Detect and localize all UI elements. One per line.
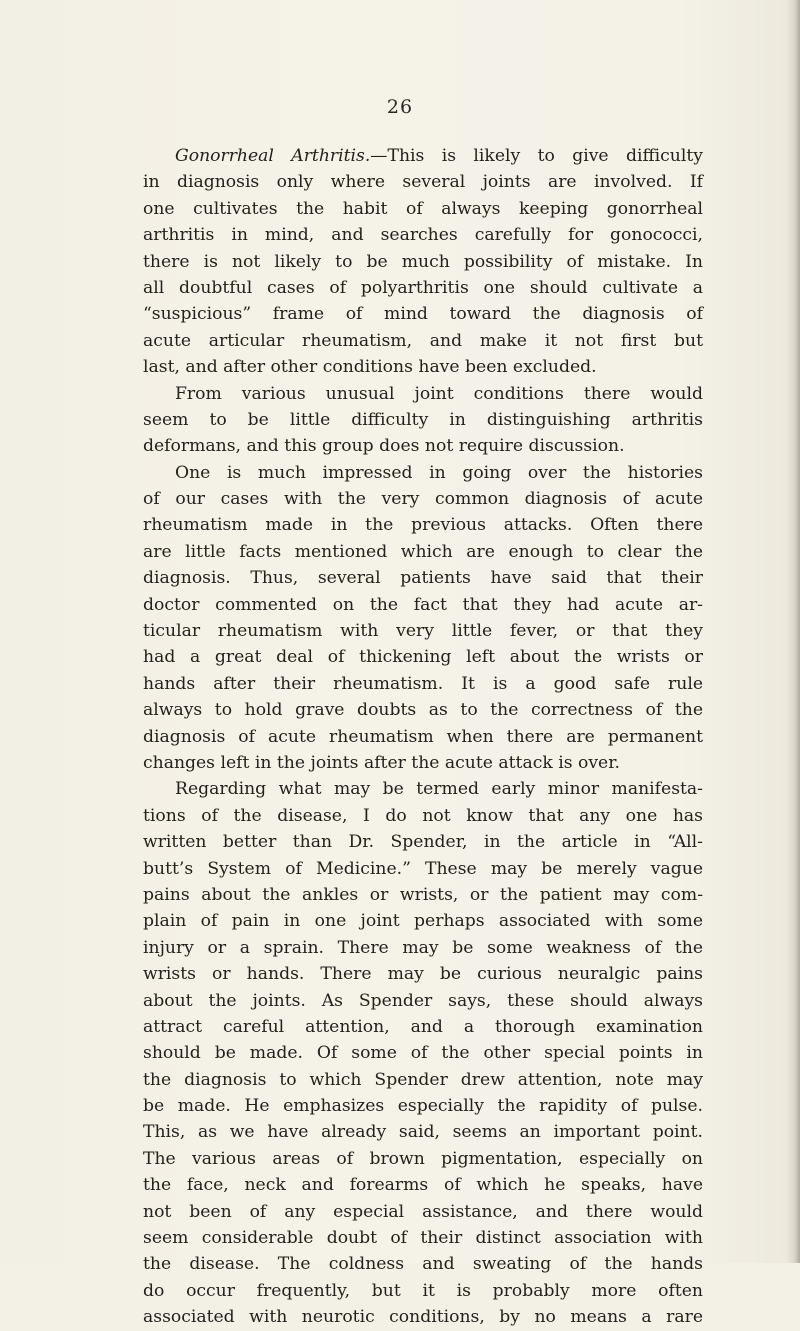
text-line: last, and after other conditions have been excluded. (143, 357, 597, 378)
text-line: seem considerable doubt of their distinct association with (143, 1228, 703, 1249)
text-line: the diagnosis to which Spender drew attention, note may (143, 1069, 703, 1090)
page-number: 26 (386, 96, 414, 118)
text-line: arthritis in mind, and searches carefully for gonococci, (143, 225, 703, 246)
section-heading: Gonorrheal Arthritis. (175, 146, 371, 166)
body-text (143, 143, 703, 1331)
text-line: had a great deal of thickening left about the wrists or (143, 647, 703, 668)
text-line: deformans, and this group does not require discussion. (143, 436, 625, 457)
text-line: Regarding what may be termed early minor manifesta- (175, 779, 703, 800)
text-line: in diagnosis only where several joints are involved. If (143, 172, 703, 193)
text-line: one cultivates the habit of always keeping gonorrheal (143, 198, 703, 219)
text-line: Gonorrheal Arthritis.—This is likely to give difficulty (175, 146, 703, 166)
text-line: hands after their rheumatism. It is a good safe rule (143, 673, 703, 694)
text-line: about the joints. As Spender says, these should always (143, 990, 703, 1011)
text-line: the face, neck and forearms of which he speaks, have (143, 1175, 703, 1196)
text-line: written better than Dr. Spender, in the article in “All- (143, 832, 703, 853)
text-line: seem to be little difficulty in distinguishing arthritis (143, 409, 703, 430)
text-line: One is much impressed in going over the histories (175, 462, 703, 483)
text-line: diagnosis. Thus, several patients have said that their (143, 568, 703, 589)
text-line: be made. He emphasizes especially the rapidity of pulse. (143, 1096, 703, 1117)
text-line: associated with neurotic conditions, by no means a rare (143, 1307, 703, 1328)
text-line: rheumatism made in the previous attacks. Often there (143, 515, 703, 536)
text-line: “suspicious” frame of mind toward the diagnosis of (143, 304, 703, 325)
text-line: tions of the disease, I do not know that any one has (143, 805, 703, 826)
text-line: are little facts mentioned which are enough to clear the (143, 541, 703, 562)
text-line: This, as we have already said, seems an important point. (143, 1122, 703, 1143)
text-line: do occur frequently, but it is probably more often (143, 1280, 703, 1301)
text-line: there is not likely to be much possibility of mistake. In (143, 251, 703, 272)
text-line: all doubtful cases of polyarthritis one should cultivate a (143, 277, 703, 298)
text-line: changes left in the joints after the acute attack is over. (143, 752, 621, 773)
text-line: wrists or hands. There may be curious neuralgic pains (143, 964, 703, 985)
text-line: From various unusual joint conditions there would (175, 383, 703, 404)
text-line: not been of any especial assistance, and there would (143, 1201, 703, 1222)
text-line: pains about the ankles or wrists, or the patient may com- (143, 884, 703, 905)
text-line: The various areas of brown pigmentation, especially on (143, 1148, 703, 1169)
text-line: plain of pain in one joint perhaps associated with some (143, 911, 703, 932)
text-line: attract careful attention, and a thorough examination (143, 1016, 703, 1037)
text-line: doctor commented on the fact that they had acute ar- (143, 594, 703, 615)
page-edge-shadow (786, 0, 800, 1263)
text-line: diagnosis of acute rheumatism when there are permanent (143, 726, 703, 747)
text-line: of our cases with the very common diagnosis of acute (143, 489, 703, 510)
text-line: injury or a sprain. There may be some weakness of the (143, 937, 703, 958)
text-line: acute articular rheumatism, and make it not first but (143, 330, 703, 351)
text-line: butt’s System of Medicine.” These may be merely vague (143, 858, 703, 879)
text-line: should be made. Of some of the other special points in (143, 1043, 703, 1064)
text-line: the disease. The coldness and sweating of the hands (143, 1254, 703, 1275)
text-line: ticular rheumatism with very little fever, or that they (143, 621, 703, 642)
text-line: always to hold grave doubts as to the correctness of the (143, 700, 703, 721)
